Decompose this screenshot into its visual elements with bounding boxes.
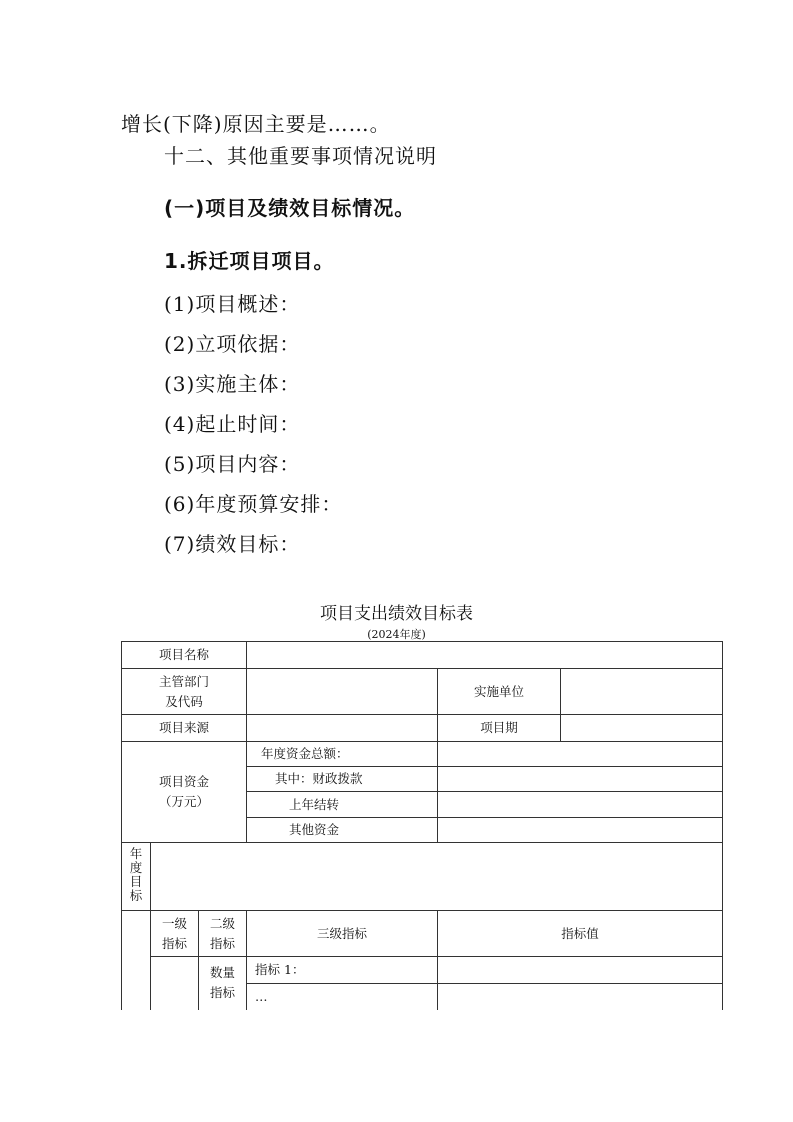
label-other-funds: 其他资金 — [247, 818, 438, 843]
list-item: (2)立项依据： — [164, 332, 301, 356]
value-impl-unit — [561, 669, 723, 715]
section-heading: 十二、其他重要事项情况说明 — [164, 144, 437, 168]
performance-target-table — [121, 641, 723, 1010]
list-item: (1)项目概述： — [164, 292, 301, 316]
label-level2: 二级 指标 — [199, 911, 247, 957]
label-project-funds: 项目资金 （万元） — [122, 742, 247, 843]
label-indicator-value: 指标值 — [438, 911, 723, 957]
intro-paragraph: 增长(下降)原因主要是……。 — [121, 112, 391, 136]
value-project-source — [247, 715, 438, 742]
value-carryover — [438, 792, 723, 818]
list-item: (5)项目内容： — [164, 452, 301, 476]
table-subtitle: (2024年度) — [367, 628, 426, 641]
label-project-source: 项目来源 — [122, 715, 247, 742]
list-item: (6)年度预算安排： — [164, 492, 343, 516]
label-carryover: 上年结转 — [247, 792, 438, 818]
label-project-period: 项目期 — [438, 715, 561, 742]
indicator-blank-cell — [122, 911, 151, 1010]
label-project-name: 项目名称 — [122, 642, 247, 669]
label-fiscal: 其中：财政拨款 — [247, 767, 438, 792]
value-fiscal — [438, 767, 723, 792]
indicator-more-label: … — [247, 984, 438, 1010]
label-level1: 一级 指标 — [151, 911, 199, 957]
label-dept: 主管部门 及代码 — [122, 669, 247, 715]
label-quantity: 数量 指标 — [199, 957, 247, 1010]
project-heading: 1.拆迁项目项目。 — [164, 249, 335, 273]
value-other-funds — [438, 818, 723, 843]
list-item: (7)绩效目标： — [164, 532, 301, 556]
sub-heading: (一)项目及绩效目标情况。 — [164, 196, 416, 220]
label-impl-unit: 实施单位 — [438, 669, 561, 715]
list-item: (3)实施主体： — [164, 372, 301, 396]
value-project-period — [561, 715, 723, 742]
table-title: 项目支出绩效目标表 — [320, 604, 473, 624]
value-annual-goal — [151, 843, 723, 911]
indicator-1-value — [438, 957, 723, 984]
value-annual-total — [438, 742, 723, 767]
value-dept — [247, 669, 438, 715]
level1-cell — [151, 957, 199, 1010]
label-level3: 三级指标 — [247, 911, 438, 957]
indicator-more-value — [438, 984, 723, 1010]
value-project-name — [247, 642, 723, 669]
indicator-1-label: 指标 1： — [247, 957, 438, 984]
label-annual-goal: 年度目标 — [122, 843, 151, 911]
label-annual-total: 年度资金总额： — [247, 742, 438, 767]
list-item: (4)起止时间： — [164, 412, 301, 436]
